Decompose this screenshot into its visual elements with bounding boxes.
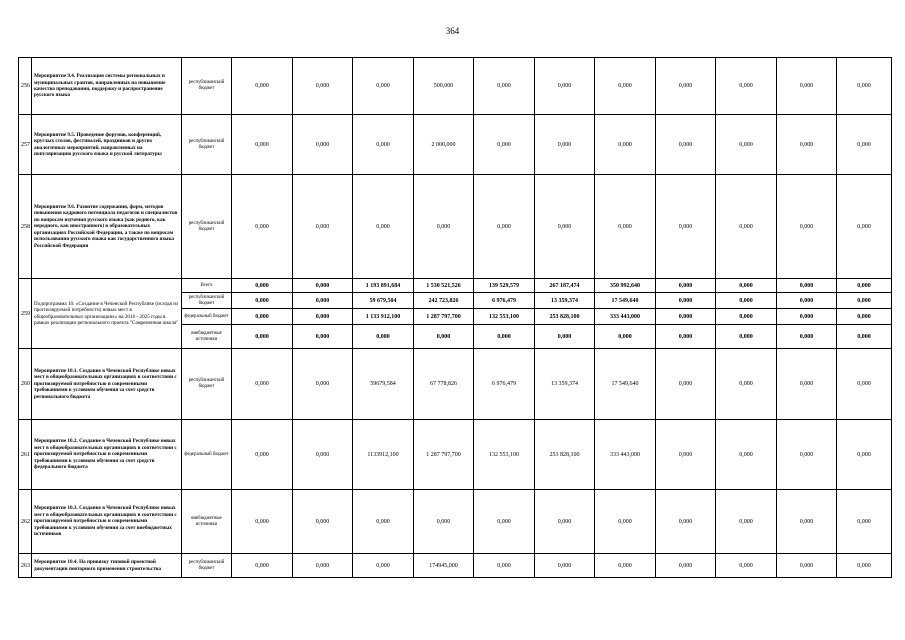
value-cell: 242 723,826 — [414, 293, 474, 309]
value-cell: 0,000 — [293, 420, 353, 490]
value-cell: 0,000 — [837, 58, 892, 115]
value-cell: 0,000 — [837, 420, 892, 490]
value-cell: 17 549,640 — [595, 349, 656, 420]
value-cell: 59 679,584 — [353, 293, 414, 309]
measure-name: Мероприятие 9.4. Реализация системы региональных и муниципальных грантов, направленных на повышение качества преподавания, поддержку и распространение русского языка — [32, 58, 182, 115]
funding-source: республиканский бюджет — [182, 175, 232, 279]
value-cell: 0,000 — [656, 349, 716, 420]
value-cell: 0,000 — [293, 554, 353, 578]
value-cell: 1 133 912,100 — [353, 309, 414, 325]
page-number: 364 — [445, 26, 460, 36]
value-cell: 0,000 — [474, 175, 535, 279]
table-body — [19, 58, 892, 578]
value-cell: 0,000 — [474, 58, 535, 115]
value-cell: 0,000 — [232, 420, 293, 490]
value-cell: 0,000 — [656, 309, 716, 325]
value-cell: 2 000,000 — [414, 115, 474, 175]
value-cell: 0,000 — [837, 490, 892, 554]
value-cell: 174945,000 — [414, 554, 474, 578]
value-cell: 0,000 — [353, 115, 414, 175]
row-number: 257 — [19, 115, 32, 175]
value-cell: 0,000 — [656, 279, 716, 293]
value-cell: 0,000 — [474, 325, 535, 349]
value-cell: 0,000 — [232, 279, 293, 293]
value-cell: 13 359,374 — [535, 349, 595, 420]
value-cell: 0,000 — [656, 115, 716, 175]
value-cell: 0,000 — [716, 325, 777, 349]
value-cell: 1 193 891,684 — [353, 279, 414, 293]
subprogram-row — [19, 279, 892, 293]
value-cell: 0,000 — [656, 58, 716, 115]
value-cell: 0,000 — [656, 554, 716, 578]
row-number: 261 — [19, 420, 32, 490]
value-cell: 0,000 — [716, 420, 777, 490]
value-cell: 0,000 — [474, 554, 535, 578]
value-cell: 0,000 — [837, 309, 892, 325]
measure-name: Мероприятие 10.3. Создание в Чеченской Республике новых мест в общеобразовательных организациях в соответствии с прогнозируемой потребностью и современными требованиями к условиям обучения за счет внебюджетных источников — [32, 490, 182, 554]
funding-source: федеральный бюджет — [182, 420, 232, 490]
value-cell: 0,000 — [535, 58, 595, 115]
value-cell: 253 828,100 — [535, 309, 595, 325]
value-cell: 0,000 — [595, 175, 656, 279]
value-cell: 0,000 — [777, 115, 837, 175]
table-row — [19, 58, 892, 115]
value-cell: 0,000 — [656, 293, 716, 309]
value-cell: 6 976,479 — [474, 293, 535, 309]
value-cell: 0,000 — [777, 554, 837, 578]
value-cell: 0,000 — [293, 349, 353, 420]
subprogram-name: Подпрограмма 10. «Создание в Чеченской Республике (исходя из прогнозируемой потребности) новых мест в общеобразовательных организациях» на 2016 - 2025 годы в рамках реализации регионального проекта "Современная школа" — [32, 279, 182, 349]
value-cell: 0,000 — [777, 349, 837, 420]
value-cell: 0,000 — [837, 554, 892, 578]
value-cell: 0,000 — [414, 490, 474, 554]
value-cell: 0,000 — [716, 58, 777, 115]
value-cell: 0,000 — [777, 325, 837, 349]
value-cell: 0,000 — [777, 279, 837, 293]
value-cell: 0,000 — [837, 175, 892, 279]
table-row — [19, 115, 892, 175]
value-cell: 0,000 — [656, 175, 716, 279]
value-cell: 0,000 — [716, 293, 777, 309]
row-number: 258 — [19, 175, 32, 279]
value-cell: 0,000 — [716, 490, 777, 554]
funding-source: республиканский бюджет — [182, 349, 232, 420]
row-number: 259 — [19, 279, 32, 349]
value-cell: 0,000 — [232, 490, 293, 554]
value-cell: 0,000 — [232, 309, 293, 325]
value-cell: 0,000 — [414, 325, 474, 349]
value-cell: 0,000 — [656, 325, 716, 349]
value-cell: 0,000 — [837, 279, 892, 293]
measure-name: Мероприятие 10.4. На привязку типовой проектной документации повторного применения строительства — [32, 554, 182, 578]
value-cell: 0,000 — [716, 309, 777, 325]
value-cell: 0,000 — [656, 490, 716, 554]
value-cell: 0,000 — [293, 490, 353, 554]
value-cell: 0,000 — [353, 490, 414, 554]
funding-source: республиканский бюджет — [182, 58, 232, 115]
table-row — [19, 554, 892, 578]
row-number: 260 — [19, 349, 32, 420]
value-cell: 253 828,100 — [535, 420, 595, 490]
value-cell: 0,000 — [293, 58, 353, 115]
value-cell: 0,000 — [232, 554, 293, 578]
value-cell: 0,000 — [777, 293, 837, 309]
value-cell: 0,000 — [535, 325, 595, 349]
funding-source: внебюджетные источники — [182, 325, 232, 349]
funding-source: республиканский бюджет — [182, 115, 232, 175]
value-cell: 0,000 — [293, 325, 353, 349]
value-cell: 0,000 — [353, 175, 414, 279]
funding-source: внебюджетные источники — [182, 490, 232, 554]
value-cell: 0,000 — [595, 58, 656, 115]
funding-source: республиканский бюджет — [182, 554, 232, 578]
value-cell: 0,000 — [293, 293, 353, 309]
measure-name: Мероприятие 9.5. Проведение форумов, конференций, круглых столов, фестивалей, праздников и других аналогичных мероприятий, направленных на популяризацию русского языка и русской литературы — [32, 115, 182, 175]
measure-name: Мероприятие 9.6. Развитие содержания, форм, методов повышения кадрового потенциала педагогов и специалистов по вопросам изучения русского языка (как родного, как неродного, как иностранного) в образовательных организациях Российской Федерации, а также по вопросам использования русского языка как государственного языка Российской Федерации — [32, 175, 182, 279]
value-cell: 0,000 — [716, 349, 777, 420]
value-cell: 0,000 — [232, 349, 293, 420]
value-cell: 67 778,826 — [414, 349, 474, 420]
value-cell: 0,000 — [535, 554, 595, 578]
value-cell: 0,000 — [293, 115, 353, 175]
value-cell: 0,000 — [716, 554, 777, 578]
value-cell: 0,000 — [837, 293, 892, 309]
value-cell: 0,000 — [777, 490, 837, 554]
funding-source: федеральный бюджет — [182, 309, 232, 325]
value-cell: 0,000 — [474, 115, 535, 175]
value-cell: 0,000 — [595, 325, 656, 349]
budget-table — [18, 57, 892, 578]
value-cell: 0,000 — [595, 490, 656, 554]
value-cell: 59679,584 — [353, 349, 414, 420]
value-cell: 0,000 — [837, 115, 892, 175]
measure-name: Мероприятие 10.1. Создание в Чеченской Республике новых мест в общеобразовательных организациях в соответствии с прогнозируемой потребностью и современными требованиями к условиям обучения за счет средств регионального бюджета — [32, 349, 182, 420]
value-cell: 350 992,640 — [595, 279, 656, 293]
value-cell: 0,000 — [535, 490, 595, 554]
value-cell: 1 287 797,700 — [414, 309, 474, 325]
row-number: 262 — [19, 490, 32, 554]
value-cell: 13 359,374 — [535, 293, 595, 309]
value-cell: 0,000 — [232, 293, 293, 309]
value-cell: 333 443,000 — [595, 309, 656, 325]
value-cell: 0,000 — [474, 490, 535, 554]
value-cell: 0,000 — [414, 175, 474, 279]
value-cell: 132 553,100 — [474, 420, 535, 490]
value-cell: 0,000 — [353, 58, 414, 115]
value-cell: 0,000 — [777, 309, 837, 325]
value-cell: 0,000 — [656, 420, 716, 490]
row-number: 263 — [19, 554, 32, 578]
value-cell: 0,000 — [232, 58, 293, 115]
value-cell: 0,000 — [293, 175, 353, 279]
value-cell: 0,000 — [353, 325, 414, 349]
value-cell: 333 443,000 — [595, 420, 656, 490]
table-row — [19, 420, 892, 490]
value-cell: 139 529,579 — [474, 279, 535, 293]
table-row — [19, 490, 892, 554]
value-cell: 500,000 — [414, 58, 474, 115]
value-cell: 1 530 521,526 — [414, 279, 474, 293]
value-cell: 0,000 — [293, 279, 353, 293]
value-cell: 0,000 — [777, 420, 837, 490]
value-cell: 1133912,100 — [353, 420, 414, 490]
value-cell: 0,000 — [595, 554, 656, 578]
value-cell: 0,000 — [837, 325, 892, 349]
value-cell: 0,000 — [716, 279, 777, 293]
table-row — [19, 175, 892, 279]
value-cell: 0,000 — [535, 115, 595, 175]
value-cell: 0,000 — [716, 175, 777, 279]
value-cell: 1 287 797,700 — [414, 420, 474, 490]
value-cell: 267 187,474 — [535, 279, 595, 293]
funding-source: республиканский бюджет — [182, 293, 232, 309]
value-cell: 0,000 — [293, 309, 353, 325]
value-cell: 132 553,100 — [474, 309, 535, 325]
value-cell: 17 549,640 — [595, 293, 656, 309]
value-cell: 0,000 — [777, 175, 837, 279]
value-cell: 0,000 — [595, 115, 656, 175]
value-cell: 0,000 — [232, 115, 293, 175]
value-cell: 0,000 — [353, 554, 414, 578]
measure-name: Мероприятие 10.2. Создание в Чеченской Республике новых мест в общеобразовательных организациях в соответствии с прогнозируемой потребностью и современными требованиями к условиям обучения за счет средств федерального бюджета — [32, 420, 182, 490]
value-cell: 0,000 — [716, 115, 777, 175]
value-cell: 6 976,479 — [474, 349, 535, 420]
value-cell: 0,000 — [777, 58, 837, 115]
funding-source: Всего — [182, 279, 232, 293]
value-cell: 0,000 — [232, 325, 293, 349]
row-number: 256 — [19, 58, 32, 115]
table-row — [19, 349, 892, 420]
value-cell: 0,000 — [837, 349, 892, 420]
value-cell: 0,000 — [232, 175, 293, 279]
value-cell: 0,000 — [535, 175, 595, 279]
